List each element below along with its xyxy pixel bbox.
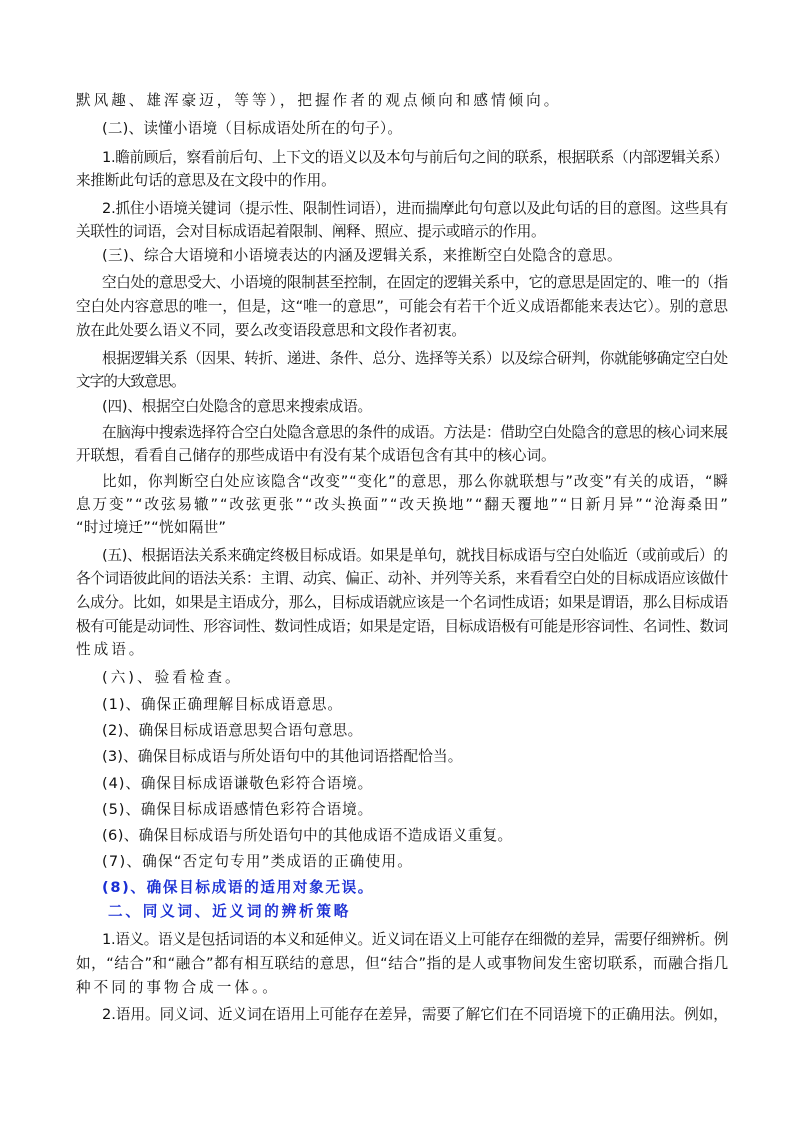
section-heading: (五)、根据语法关系来确定终极目标成语。如果是单句，就找目标成语与空白处临近（或前或后）的 [102,547,728,564]
paragraph-line: 来推断此句话的意思及在文段中的作用。 [76,172,336,189]
paragraph-line: 根据逻辑关系（因果、转折、递进、条件、总分、选择等关系）以及综合研判，你就能够确定空白处 [102,350,728,367]
list-item: (8)、确保目标成语的适用对象无误。 [102,879,375,896]
paragraph-line: “时过境迁”“恍如隔世” [76,519,227,536]
paragraph-line: 2.抓住小语境关键词（提示性、限制性词语），进而揣摩此句句意以及此句话的目的意图。这些具有 [102,200,728,217]
paragraph-line: 1.瞻前顾后，察看前后句、上下文的语义以及本句与前后句之间的联系，根据联系（内部逻辑关系） [102,149,729,166]
paragraph-line: 各个词语彼此间的语法关系：主谓、动宾、偏正、动补、并列等关系，来看看空白处的目标成语应该做什 [76,570,728,587]
paragraph-line: 如，“结合”和“融合”都有相互联结的意思，但“结合”指的是人或事物间发生密切联系，而融合指几 [76,955,729,972]
list-item: (6)、确保目标成语与所处语句中的其他成语不造成语义重复。 [102,827,513,844]
list-item: (7)、确保“否定句专用”类成语的正确使用。 [102,853,414,870]
paragraph-line: 关联性的词语，会对目标成语起着限制、阐释、照应、提示或暗示的作用。 [76,223,546,240]
paragraph-line: 性成语。 [76,641,147,658]
list-item: (5)、确保目标成语感情色彩符合语境。 [102,801,374,818]
paragraph-line: 空白处的意思受大、小语境的限制甚至控制，在固定的逻辑关系中，它的意思是固定的、唯一的（指 [102,274,728,291]
list-item: (1)、确保正确理解目标成语意思。 [102,696,343,713]
list-item: (4)、确保目标成语谦敬色彩符合语境。 [102,775,374,792]
paragraph-line: 开联想，看看自己储存的那些成语中有没有某个成语包含有其中的核心词。 [76,447,556,464]
paragraph-line: 默风趣、雄浑豪迈，等等），把握作者的观点倾向和感情倾向。 [76,92,562,109]
list-item: (2)、确保目标成语意思契合语句意思。 [102,722,363,739]
paragraph-line: 1.语义。语义是包括词语的本义和延伸义。近义词在语义上可能存在细微的差异，需要仔细辨析。例 [102,931,729,948]
section-title: 二、同义词、近义词的辨析策略 [108,903,352,920]
paragraph-line: 空白处内容意思的唯一，但是，这“唯一的意思”，可能会有若干个近义成语都能来表达它）。别的意思 [76,298,728,315]
section-heading: (三)、综合大语境和小语境表达的内涵及逻辑关系，来推断空白处隐含的意思。 [102,247,622,264]
paragraph-line: 放在此处要么语义不同，要么改变语段意思和文段作者初衷。 [76,322,466,339]
paragraph-line: 种不同的事物合成一体。。 [76,979,280,996]
paragraph-line: 在脑海中搜索选择符合空白处隐含意思的条件的成语。方法是：借助空白处隐含的意思的核心词来展 [102,424,728,441]
paragraph-line: 么成分。比如，如果是主语成分，那么，目标成语就应该是一个名词性成语；如果是谓语，那么目标成语 [76,594,728,611]
section-heading: (二)、读懂小语境（目标成语处所在的句子）。 [102,120,403,137]
paragraph-line: 比如，你判断空白处应该隐含“改变”“变化”的意思，那么你就联想与”改变”有关的成语，“瞬 [102,473,729,490]
paragraph-line: 2.语用。同义词、近义词在语用上可能存在差异，需要了解它们在不同语境下的正确用法。例如， [102,1006,728,1023]
list-item: (3)、确保目标成语与所处语句中的其他词语搭配恰当。 [102,748,463,765]
paragraph-line: 息万变”“改弦易辙”“改弦更张”“改头换面”“改天换地”“翻天覆地”“日新月异”“沧海桑田” [76,496,730,513]
section-heading: (六)、验看检查。 [102,669,243,686]
paragraph-line: 极有可能是动词性、形容词性、数词性成语；如果是定语，目标成语极有可能是形容词性、名词性、数词 [76,618,728,635]
paragraph-line: 文字的大致意思。 [76,373,185,390]
section-heading: (四)、根据空白处隐含的意思来搜索成语。 [102,398,372,415]
